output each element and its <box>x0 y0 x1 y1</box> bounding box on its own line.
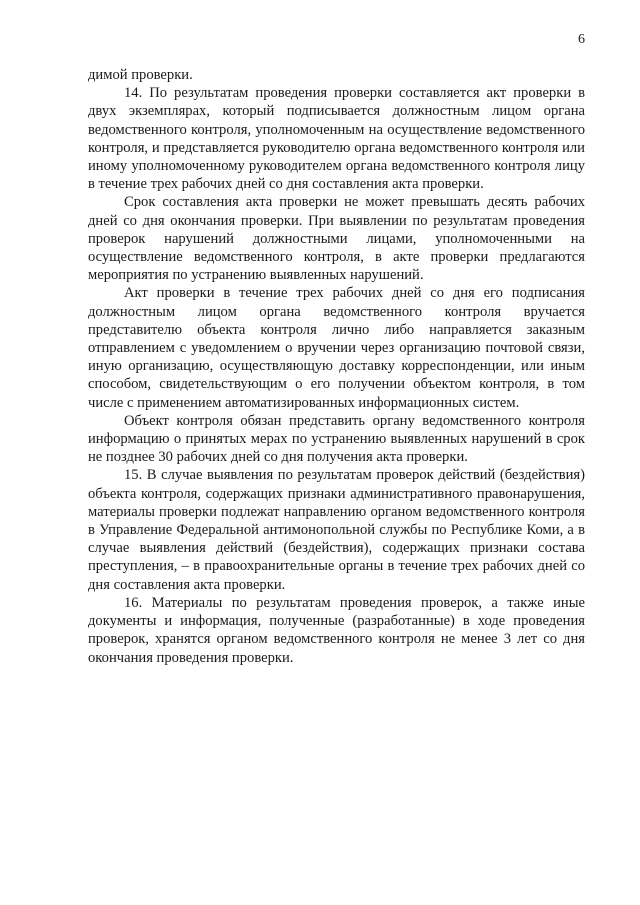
page-number: 6 <box>578 32 585 47</box>
paragraph-obligation: Объект контроля обязан представить органу ведомственного контроля информацию о принятых мерах по устранению выявленных нарушений в срок не позднее 30 рабочих дней со дня получения акта проверки. <box>88 412 585 466</box>
paragraph-continuation: димой проверки. <box>88 67 193 83</box>
paragraph-term: Срок составления акта проверки не может превышать десять рабочих дней со дня окончания проверки. При выявлении по результатам проведения проверок нарушений должностными лицами, уполномоченными на осуществление ведомственного контроля, в акте проверки предлагаются мероприятия по устранению выявленных нарушений. <box>88 194 585 284</box>
paragraph-item-14: 14. По результатам проведения проверки составляется акт проверки в двух экземплярах, который подписывается должностным лицом органа ведомственного контроля, уполномоченным на осуществление ведомственного контроля, и представляется руководителю органа ведомственного контроля или иному уполномоченному руководителем органа ведомственного контроля лицу в течение трех рабочих дней со дня составления акта проверки. <box>88 85 585 193</box>
paragraph-item-15: 15. В случае выявления по результатам проверок действий (бездействия) объекта контроля, содержащих признаки административного правонарушения, материалы проверки подлежат направлению органом ведомственного контроля в Управление Федеральной антимонопольной службы по Республике Коми, а в случае выявления действий (бездействия), содержащих признаки состава преступления, – в правоохранительные органы в течение трех рабочих дней со дня составления акта проверки. <box>88 467 585 593</box>
paragraph-delivery: Акт проверки в течение трех рабочих дней со дня его подписания должностным лицом органа ведомственного контроля вручается представителю объекта контроля лично либо направляется заказным отправлением с уведомлением о вручении через организацию почтовой связи, иную организацию, осуществляющую доставку корреспонденции, или иным способом, свидетельствующим о его получении объектом контроля, в том числе с применением автоматизированных информационных систем. <box>88 285 585 411</box>
document-body <box>88 66 585 667</box>
paragraph-item-16: 16. Материалы по результатам проведения проверок, а также иные документы и информация, полученные (разработанные) в ходе проведения проверок, хранятся органом ведомственного контроля не менее 3 лет со дня окончания проведения проверки. <box>88 594 585 666</box>
